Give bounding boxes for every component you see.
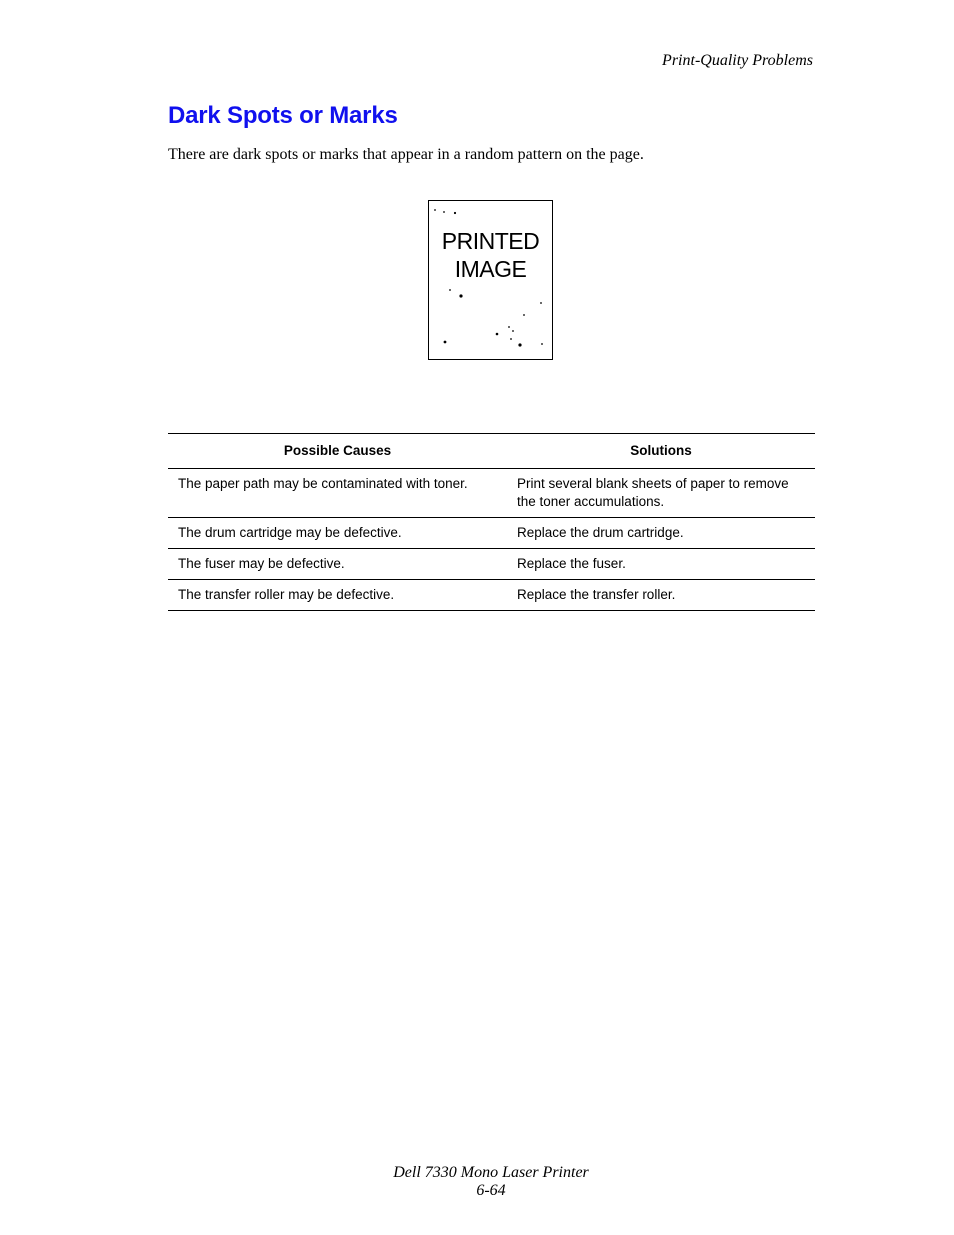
- solution-cell: Replace the transfer roller.: [507, 580, 815, 611]
- page-title: Dark Spots or Marks: [168, 102, 398, 129]
- toner-spot: [434, 209, 436, 211]
- toner-spot: [540, 302, 542, 304]
- toner-spot: [508, 326, 510, 328]
- running-header: Print-Quality Problems: [662, 52, 813, 69]
- column-header-causes: Possible Causes: [168, 434, 507, 469]
- toner-spot: [512, 330, 514, 332]
- table-header-row: [168, 434, 815, 469]
- cause-cell: The drum cartridge may be defective.: [168, 518, 507, 549]
- toner-spot: [523, 314, 525, 316]
- table-row: [168, 469, 815, 518]
- toner-spot: [518, 343, 521, 346]
- sample-text-line-1: PRINTED: [441, 228, 540, 254]
- causes-solutions-table: [168, 433, 815, 611]
- printed-image-sample: [428, 200, 553, 360]
- table-row: [168, 549, 815, 580]
- footer-product: Dell 7330 Mono Laser Printer: [393, 1164, 589, 1181]
- toner-spot: [443, 211, 445, 213]
- cause-cell: The transfer roller may be defective.: [168, 580, 507, 611]
- toner-spot: [449, 289, 451, 291]
- table-row: [168, 518, 815, 549]
- page-footer: [0, 1164, 954, 1200]
- solution-cell: Print several blank sheets of paper to remove the toner accumulations.: [507, 469, 815, 518]
- column-header-solutions: Solutions: [507, 434, 815, 469]
- toner-spot: [459, 294, 462, 297]
- toner-spots-graphic: [429, 201, 554, 361]
- sample-text-line-2: IMAGE: [454, 256, 527, 282]
- cause-cell: The fuser may be defective.: [168, 549, 507, 580]
- footer-page-number: 6-64: [476, 1182, 506, 1199]
- toner-spot: [496, 333, 499, 336]
- toner-spot: [444, 341, 447, 344]
- toner-spot: [454, 212, 456, 214]
- toner-spot: [541, 343, 543, 345]
- toner-spot: [510, 338, 512, 340]
- solution-cell: Replace the fuser.: [507, 549, 815, 580]
- table-row: [168, 580, 815, 611]
- cause-cell: The paper path may be contaminated with toner.: [168, 469, 507, 518]
- intro-paragraph: There are dark spots or marks that appear in a random pattern on the page.: [168, 146, 644, 163]
- solution-cell: Replace the drum cartridge.: [507, 518, 815, 549]
